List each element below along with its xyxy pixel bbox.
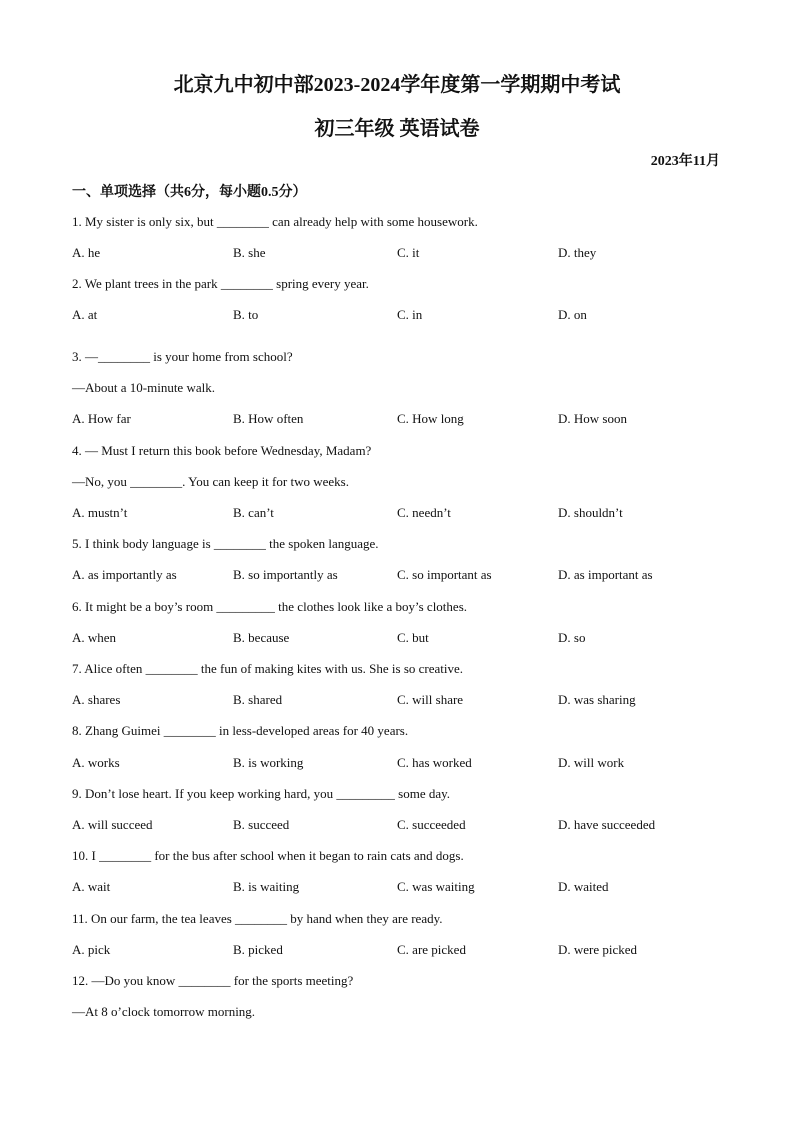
option: C. it xyxy=(397,245,420,260)
option: A. works xyxy=(72,755,120,770)
option: B. is waiting xyxy=(233,879,300,894)
question-options xyxy=(72,755,732,773)
exam-title: 北京九中初中部2023-2024学年度第一学期期中考试 xyxy=(173,74,621,96)
option: A. as importantly as xyxy=(72,567,177,582)
option: D. were picked xyxy=(558,942,638,957)
option: C. succeeded xyxy=(397,817,466,832)
question-stem: 12. —Do you know ________ for the sports meeting? xyxy=(72,973,354,988)
option: C. How long xyxy=(397,411,464,426)
exam-date: 2023年11月 xyxy=(650,154,720,169)
question-options xyxy=(72,630,732,648)
option: A. mustn’t xyxy=(72,505,128,520)
option: C. needn’t xyxy=(397,505,451,520)
option: C. so important as xyxy=(397,567,492,582)
option: C. are picked xyxy=(397,942,466,957)
section-heading: 一、单项选择（共6分，每小题0.5分） xyxy=(72,185,307,200)
question-options xyxy=(72,505,732,523)
option: A. shares xyxy=(72,692,121,707)
option: A. at xyxy=(72,307,98,322)
option: C. was waiting xyxy=(397,879,475,894)
question-options xyxy=(72,245,732,263)
option: A. wait xyxy=(72,879,111,894)
question-stem: 6. It might be a boy’s room _________ the clothes look like a boy’s clothes. xyxy=(72,599,468,614)
option: D. waited xyxy=(558,879,609,894)
question-stem: 4. — Must I return this book before Wednesday, Madam? xyxy=(72,443,372,458)
question-options xyxy=(72,942,732,960)
option: D. will work xyxy=(558,755,625,770)
option: B. succeed xyxy=(233,817,290,832)
option: B. shared xyxy=(233,692,283,707)
option: B. because xyxy=(233,630,290,645)
option: A. How far xyxy=(72,411,131,426)
question-options xyxy=(72,307,732,325)
option: A. when xyxy=(72,630,117,645)
option: D. was sharing xyxy=(558,692,636,707)
question-options xyxy=(72,692,732,710)
option: D. have succeeded xyxy=(558,817,656,832)
option: D. they xyxy=(558,245,597,260)
option: B. is working xyxy=(233,755,304,770)
option: B. picked xyxy=(233,942,283,957)
question-stem: 3. —________ is your home from school? xyxy=(72,349,293,364)
question-stem: 1. My sister is only six, but ________ can already help with some housework. xyxy=(72,214,478,229)
question-stem: 11. On our farm, the tea leaves ________ by hand when they are ready. xyxy=(72,911,443,926)
option: B. to xyxy=(233,307,259,322)
option: A. he xyxy=(72,245,101,260)
question-options xyxy=(72,567,732,585)
question-options xyxy=(72,411,732,429)
question-stem-answer: —No, you ________. You can keep it for two weeks. xyxy=(72,474,349,489)
question-stem: 10. I ________ for the bus after school when it began to rain cats and dogs. xyxy=(72,848,464,863)
question-stem: 8. Zhang Guimei ________ in less-developed areas for 40 years. xyxy=(72,723,409,738)
question-options xyxy=(72,879,732,897)
option: B. can’t xyxy=(233,505,274,520)
option: C. has worked xyxy=(397,755,472,770)
question-stem: 7. Alice often ________ the fun of making kites with us. She is so creative. xyxy=(72,661,464,676)
question-stem-answer: —About a 10-minute walk. xyxy=(72,380,215,395)
option: D. on xyxy=(558,307,587,322)
exam-subtitle: 初三年级 英语试卷 xyxy=(314,118,480,140)
option: C. will share xyxy=(397,692,464,707)
option: D. How soon xyxy=(558,411,627,426)
option: C. in xyxy=(397,307,423,322)
option: B. How often xyxy=(233,411,304,426)
question-stem: 2. We plant trees in the park ________ spring every year. xyxy=(72,276,369,291)
question-stem: 5. I think body language is ________ the spoken language. xyxy=(72,536,379,551)
option: C. but xyxy=(397,630,429,645)
option: B. she xyxy=(233,245,266,260)
question-stem-answer: —At 8 o’clock tomorrow morning. xyxy=(72,1004,256,1019)
option: D. so xyxy=(558,630,586,645)
question-stem: 9. Don’t lose heart. If you keep working hard, you _________ some day. xyxy=(72,786,451,801)
option: A. will succeed xyxy=(72,817,153,832)
option: A. pick xyxy=(72,942,111,957)
option: B. so importantly as xyxy=(233,567,338,582)
option: D. as important as xyxy=(558,567,653,582)
option: D. shouldn’t xyxy=(558,505,623,520)
question-options xyxy=(72,817,732,835)
